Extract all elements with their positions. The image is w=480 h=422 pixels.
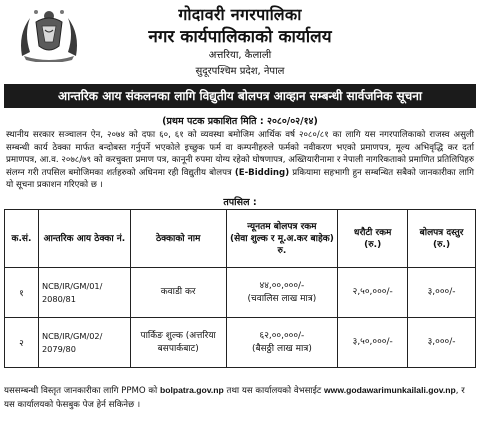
municipality-website-link[interactable]: www.godawarimunkailali.gov.np [323,385,456,395]
notice-title-banner: आन्तरिक आय संकलनका लागि विद्युतीय बोलपत्र आव्हान सम्बन्धी सार्वजनिक सूचना [4,84,476,108]
footer-part1: यससम्बन्धी विस्तृत जानकारीका लागि PPMO को [4,386,160,396]
cell-name: पार्किङ शुल्क (अत्तरिया बसपार्कबाट) [130,318,226,368]
notice-body-part1: स्थानीय सरकार सञ्चालन ऐन, २०७४ को दफा ६०, ६१ को व्यवस्था बमोजिम आर्थिक वर्ष २०८०/८१ का लागि यस नगरपालिकाको राजस्व असुली सम्बन्धी कार्य ठेक्का मार्फत बन्दोबस्त गर्नुपर्ने भएकोले इच्छुक फर्म वा कम्पनीहरुले फर्मको नवीकरण भएको प्रमाणपत्र, मूल्य अभिवृद्धि कर दर्ता प्रमाणपत्र, आ.व. २०७८/७९ को करचुक्ता प्रमाण पत्र, कानूनी रुपमा योग्य रहेको घोषणापत्र, अख्तियारीनामा र नेपाली नागरिकताको प्रमाणित प्रतिलिपिहरु संलग्न गरी तपसिल बमोजिमका शर्तहरुको अधिनमा रही विद्युतीय बोलपत्र [6,130,474,178]
cell-amount-value: ६२,००,०००/- [259,330,305,341]
table-row [5,268,476,318]
cell-ref [38,268,130,318]
cell-amount [226,268,338,318]
municipality-name: गोदावरी नगरपालिका [178,5,302,24]
cell-ref [38,318,130,368]
col-header-amount [226,210,338,268]
col-header-fee [408,210,476,268]
col-header-fee-line1: बोलपत्र दस्तुर [419,227,464,238]
cell-name: कवाडी कर [130,268,226,318]
table-row [5,318,476,368]
bolpatra-link[interactable]: bolpatra.gov.np [159,385,224,395]
col-header-deposit-line2: (रु.) [364,239,382,250]
cell-fee: ३,०००/- [408,268,476,318]
cell-fee: ३,०००/- [408,318,476,368]
office-location: अत्तरिया, कैलाली [208,50,272,61]
notice-body-part2: प्रकियामा सहभागी हुन सम्बन्धित सबैको जानकारीका लागि यो सूचना प्रकाशन गरिएको छ । [6,167,474,191]
footer-part2: तथा यस कार्यालयको वेभसाईट [223,386,324,396]
col-header-deposit-line1: धरौटी रकम [353,227,392,238]
cell-deposit: २,५०,०००/- [338,268,408,318]
ebidding-term: (E-Bidding) [234,167,290,178]
office-name: नगर कार्यपालिकाको कार्यालय [148,27,332,47]
schedule-heading: तपसिल : [223,197,257,208]
col-header-deposit [338,210,408,268]
cell-amount-words: (चवालिस लाख मात्र) [247,293,317,304]
col-header-amount-line1: न्यूनतम बोलपत्र रकम [247,221,317,232]
col-header-ref: आन्तरिक आय ठेक्का नं. [38,210,130,268]
table-header-row [5,210,476,268]
col-header-amount-line2: (सेवा शुल्क र मू.अ.कर बाहेक) रु. [230,233,334,256]
cell-sn: १ [5,268,39,318]
footer-part3: , र यस कार्यालयको फेसबुक पेज हेर्न सकिनेछ । [4,386,465,410]
cell-deposit: ३,५०,०००/- [338,318,408,368]
tender-table [4,209,476,368]
cell-ref-line2: 2080/81 [41,293,76,304]
col-header-sn: क.सं. [5,210,39,268]
cell-ref-line1: NCB/IR/GM/02/ [41,330,103,341]
notice-body [6,129,474,192]
cell-amount [226,318,338,368]
publication-date: (प्रथम पटक प्रकाशित मिति : २०८०/०२/१४) [162,116,318,127]
cell-ref-line2: 2079/80 [41,343,76,354]
province-name: सुदूरपश्चिम प्रदेश, नेपाल [195,66,285,77]
cell-amount-words: (बैसठ्ठी लाख मात्र) [251,343,312,354]
cell-ref-line1: NCB/IR/GM/01/ [41,280,103,291]
col-header-name: ठेक्काको नाम [130,210,226,268]
cell-sn: २ [5,318,39,368]
col-header-fee-line2: (रु.) [433,239,451,250]
footer-note [4,383,476,412]
cell-amount-value: ४४,००,०००/- [259,280,305,291]
